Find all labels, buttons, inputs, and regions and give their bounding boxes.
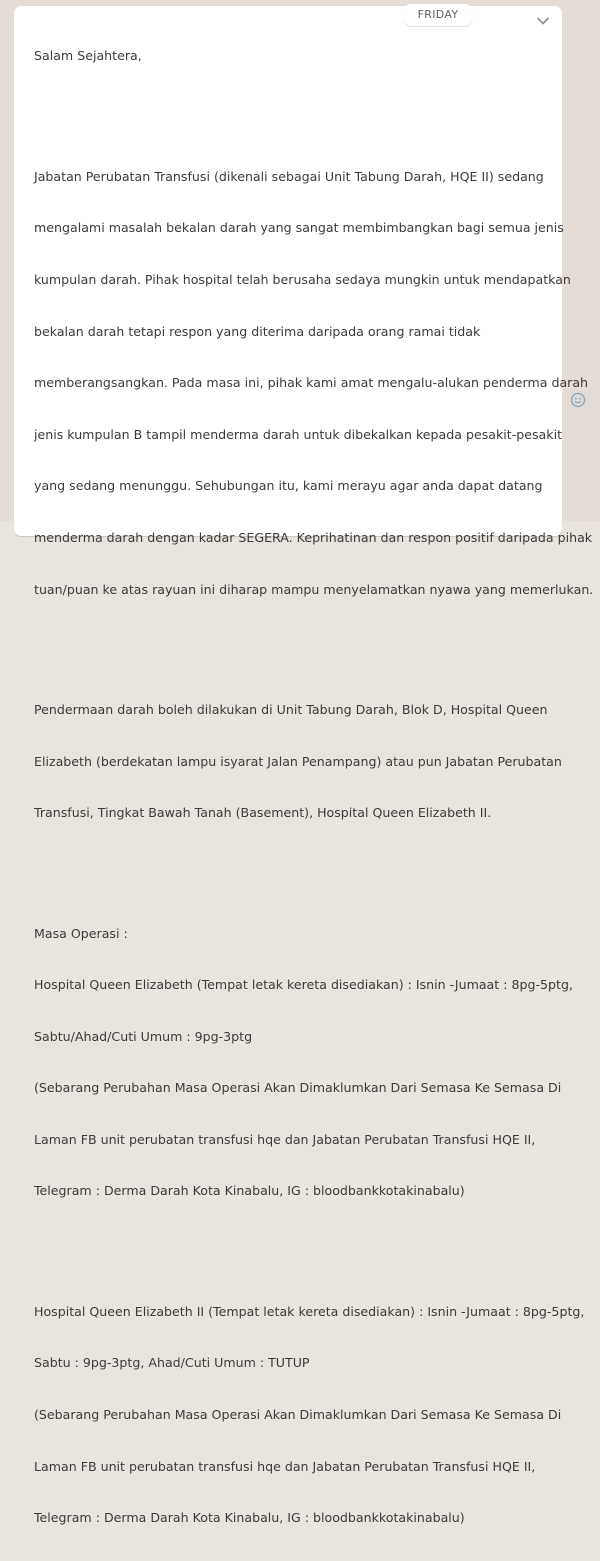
message-line: Pendermaan darah boleh dilakukan di Unit Tabung Darah, Blok D, Hospital Queen xyxy=(34,701,548,717)
message-line: Hospital Queen Elizabeth II (Tempat letak kereta disediakan) : Isnin -Jumaat : 8pg-5ptg, xyxy=(34,1303,585,1319)
message-line: memberangsangkan. Pada masa ini, pihak kami amat mengalu-alukan penderma darah xyxy=(34,375,589,391)
date-chip: FRIDAY xyxy=(404,4,472,26)
message-line: (Sebarang Perubahan Masa Operasi Akan Dimaklumkan Dari Semasa Ke Semasa Di xyxy=(34,1080,562,1096)
message-line: Sabtu/Ahad/Cuti Umum : 9pg-3ptg xyxy=(34,1028,253,1044)
message-line: menderma darah dengan kadar SEGERA. Keprihatinan dan respon positif daripada pihak xyxy=(34,529,593,545)
message-line: Laman FB unit perubatan transfusi hqe dan Jabatan Perubatan Transfusi HQE II, xyxy=(34,1131,536,1147)
message-line: Transfusi, Tingkat Bawah Tanah (Basement), Hospital Queen Elizabeth II. xyxy=(34,805,492,821)
message-line: Hospital Queen Elizabeth (Tempat letak kereta disediakan) : Isnin -Jumaat : 8pg-5ptg, xyxy=(34,977,573,993)
message-line: Telegram : Derma Darah Kota Kinabalu, IG : bloodbankkotakinabalu) xyxy=(34,1510,465,1526)
message-line: Elizabeth (berdekatan lampu isyarat Jalan Penampang) atau pun Jabatan Perubatan xyxy=(34,753,562,769)
message-line: mengalami masalah bekalan darah yang sangat membimbangkan bagi semua jenis xyxy=(34,220,564,236)
chevron-down-icon[interactable] xyxy=(534,12,552,30)
message-line: Sabtu : 9pg-3ptg, Ahad/Cuti Umum : TUTUP xyxy=(34,1355,310,1371)
message-line: kumpulan darah. Pihak hospital telah berusaha sedaya mungkin untuk mendapatkan xyxy=(34,271,571,287)
operating-hours-heading: Masa Operasi : xyxy=(34,925,128,941)
message-line: yang sedang menunggu. Sehubungan itu, kami merayu agar anda dapat datang xyxy=(34,478,543,494)
message-line: Telegram : Derma Darah Kota Kinabalu, IG : bloodbankkotakinabalu) xyxy=(34,1183,465,1199)
message-line: (Sebarang Perubahan Masa Operasi Akan Dimaklumkan Dari Semasa Ke Semasa Di xyxy=(34,1407,562,1423)
message-line: jenis kumpulan B tampil menderma darah untuk dibekalkan kepada pesakit-pesakit xyxy=(34,426,563,442)
message-line: Jabatan Perubatan Transfusi (dikenali sebagai Unit Tabung Darah, HQE II) sedang xyxy=(34,168,544,184)
message-line: tuan/puan ke atas rayuan ini diharap mampu menyelamatkan nyawa yang memerlukan. xyxy=(34,581,594,597)
message-line: bekalan darah tetapi respon yang diterima daripada orang ramai tidak xyxy=(34,323,481,339)
message-text xyxy=(34,13,594,1561)
message-greeting: Salam Sejahtera, xyxy=(34,48,142,64)
message-line: Laman FB unit perubatan transfusi hqe dan Jabatan Perubatan Transfusi HQE II, xyxy=(34,1458,536,1474)
smiley-icon[interactable] xyxy=(568,390,588,410)
